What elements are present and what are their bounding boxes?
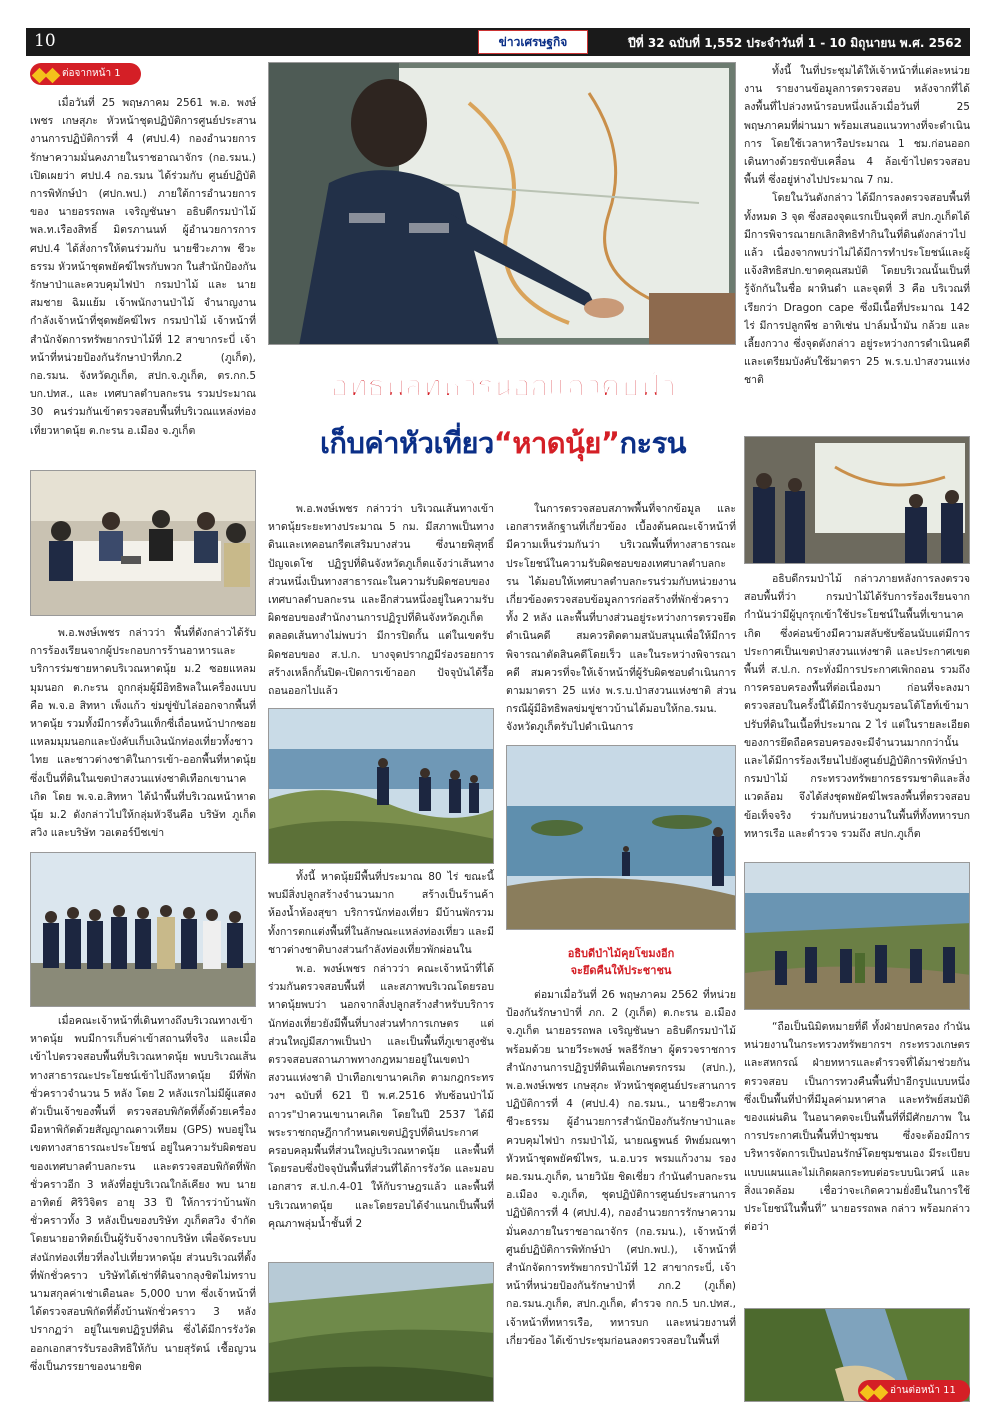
article-paragraph: ต่อมาเมื่อวันที่ 26 พฤษภาคม 2562 ที่หน่วยป้องกันรักษาป่าที่ ภก. 2 (ภูเก็ต) ต.กะรน อ.เมือง จ.ภูเก็ต นายอรรถพล เจริญชันษา อธิบดีกรมป่าไม้ พร้อมด้วย นายวีระพงษ์ พลธีรักษา ผู้ตรวจราชการสำนักงานการปฏิรูปที่ดินเพื่อเกษตรกรรม (สปก.), พ.อ.พงษ์เพชร เกษสุภะ หัวหน้าชุดศูนย์ประสานการปฏิบัติการที่ 4 (ศปป.4) กอ.รมน., นายชีวะภาพ ชีวะธรรม ผู้อำนวยการสำนักป้องกันรักษาป่าและควบคุมไฟป่า กรมป่าไม้, นายณฐพนธ์ ทิพย์มณฑา หัวหน้าชุดพยัคฆ์ไพร, น.อ.บวร พรมแก้วงาม รองผอ.รมน.ภูเก็ต, นายวินัย ชิดเชี่ยว กำนันตำบลกะรน อ.เมือง จ.ภูเก็ต, ชุดปฏิบัติการศูนย์ประสานการปฏิบัติการที่ 4 (ศปป.4), กองอำนวยการรักษาความมั่นคงภายในราชอาณาจักร (กอ.รมน.), เจ้าหน้าที่ศูนย์ปฏิบัติการพิทักษ์ป่า (ศปก.พป.), เจ้าหน้าที่สำนักจัดการทรัพยากรป่าไม้ที่ 12 สาขากระบี่, เจ้าหน้าที่หน่วยป้องกันรักษาป่าที่ ภก.2 (ภูเก็ต) กอ.รมน.ภูเก็ต, สปก.ภูเก็ต, ตำรวจ กก.5 บก.ปทส., เจ้าหน้าที่ทหารเรือ, ทหารบก และหน่วยงานที่เกี่ยวข้อง ได้เข้าประชุมก่อนลงตรวจสอบในพื้นที่ bbox=[506, 989, 736, 1347]
article-paragraph: ทั้งนี้ หาดนุ้ยมีพื้นที่ประมาณ 80 ไร่ ขณะนี้พบมีสิ่งปลูกสร้างจำนวนมาก สร้างเป็นร้านค้า ห้องน้ำห้องสุขา บริการนักท่องเที่ยว มีบ้านพักรวมทั้งการตกแต่งพื้นที่ในลักษณะแหล่งท่องเที่ยว และมีชาวต่างชาติบางส่วนกำลังท่องเที่ยวพักผ่อนใน bbox=[268, 871, 494, 956]
col1-text-top bbox=[30, 94, 256, 460]
page-header bbox=[26, 28, 970, 56]
coastline-view-photo bbox=[506, 745, 736, 930]
col2-text-top bbox=[268, 500, 494, 704]
page-number: 10 bbox=[34, 31, 56, 51]
col3-text-top bbox=[506, 500, 736, 740]
headline-part-c: กะรน bbox=[619, 426, 686, 460]
article-paragraph: เมื่อคณะเจ้าหน้าที่เดินทางถึงบริเวณทางเข้าหาดนุ้ย พบมีการเก็บค่าเข้าสถานที่จริง และเมื่อเข้าไปตรวจสอบพื้นที่บริเวณหาดนุ้ย พบบริเวณเส้นทางสาธารณะประโยชน์เข้าไปถึงหาดนุ้ย มีที่พักชั่วคราวจำนวน 5 หลัง โดย 2 หลังแรกไม่มีผู้แสดงตัวเป็นเจ้าของพื้นที่ ตรวจสอบพิกัดที่ตั้งด้วยเครื่องมือหาพิกัดด้วยสัญญาณดาวเทียม (GPS) พบอยู่ในเขตทางสาธารณะประโยชน์ อยู่ในความรับผิดชอบของเทศบาลตำบลกะรน และตรวจสอบพิกัดที่พักชั่วคราวอีก 3 หลังที่อยู่บริเวณใกล้เคียง พบ นายอาทิตย์ ศิริวิจิตร อายุ 33 ปี ให้การว่าบ้านพักชั่วคราวทั้ง 3 หลังเป็นของบริษัท ภูเก็ตสวิง จำกัด โดยนายอาทิตย์เป็นผู้รับจ้างจากบริษัท เพื่อจัดระบบส่งนักท่องเที่ยวที่ลงไปเที่ยวหาดนุ้ย ส่วนบริเวณที่ตั้งที่พักชั่วคราว บริษัทได้เช่าที่ดินจากลุงชิตไม่ทราบนามสกุลค่าเช่าเดือนละ 5,000 บาท ซึ่งเจ้าหน้าที่ได้ตรวจสอบพิกัดที่ตั้งบ้านพักชั่วคราว 3 หลังปรากฏว่า อยู่ในเขตปฏิรูปที่ดิน ซึ่งได้มีการรังวัดออกเอกสารรับรองสิทธิให้กับ นายสุรัตน์ เชื้อญวน ซึ่งเป็นภรรยาของนายชิต bbox=[30, 1015, 256, 1373]
subheading-line2: จะยึดคืนให้ประชาชน bbox=[570, 964, 672, 977]
continued-from-label: ต่อจากหน้า 1 bbox=[62, 68, 121, 79]
newspaper-logo: ข่าวเศรษฐกิจ bbox=[478, 30, 588, 54]
article-paragraph: ในการตรวจสอบสภาพพื้นที่จากข้อมูล และเอกสารหลักฐานที่เกี่ยวข้อง เบื้องต้นคณะเจ้าหน้าที่มีความเห็นร่วมกันว่า บริเวณพื้นที่ทางสาธารณะประโยชน์ในความรับผิดชอบของเทศบาลตำบลกะรน ได้มอบให้เทศบาลตำบลกะรนร่วมกับหน่วยงานเกี่ยวข้องตรวจสอบข้อมูลการก่อสร้างที่พักชั่วคราวทั้ง 2 หลัง และพื้นที่บางส่วนอยู่ระหว่างการตรวจยึดดำเนินคดี สมควรติดตามสนับสนุนเพื่อให้มีการพิจารณาตัดสินคดีโดยเร็ว และในระหว่างพิจารณาคดี สมควรที่จะให้เจ้าหน้าที่ผู้รับผิดชอบดำเนินการตามมาตรา 25 แห่ง พ.ร.บ.ป่าสงวนแห่งชาติ ส่วนกรณีผู้มีอิทธิพลข่มขู่ชาวบ้านได้มอบให้กอ.รมน. จังหวัดภูเก็ตรับไปดำเนินการ bbox=[506, 503, 736, 734]
meeting-photo bbox=[30, 470, 256, 616]
col2-text-bottom bbox=[268, 960, 494, 1260]
article-paragraph: โดยในวันดังกล่าว ได้มีการลงตรวจสอบพื้นที่ทั้งหมด 3 จุด ซึ่งสองจุดแรกเป็นจุดที่ สปก.ภูเก็ตได้มีการพิจารณายกเลิกสิทธิทำกินในที่ดินดังกล่าวไปแล้ว เนื่องจากพบว่าไม่ได้มีการทำประโยชน์และผู้แจ้งสิทธิสปก.ขาดคุณสมบัติ โดยบริเวณนั้นเป็นที่รู้จักกันในชื่อ ผาหินดำ และจุดที่ 3 คือ บริเวณที่เรียกว่า Dragon cape ซึ่งมีเนื้อที่ประมาณ 142 ไร่ มีการปลูกพืช อาทิเช่น ปาล์มน้ำมัน กล้วย และเลี้ยงกวาง ซึ่งจุดดังกล่าว อยู่ระหว่างการดำเนินคดี และเตรียมบังคับใช้มาตรา 25 พ.ร.บ.ป่าสงวนแห่งชาติ bbox=[744, 192, 970, 387]
diamond-icon bbox=[862, 1383, 888, 1407]
article-paragraph: พ.อ.พงษ์เพชร กล่าวว่า บริเวณเส้นทางเข้าหาดนุ้ยระยะทางประมาณ 5 กม. มีสภาพเป็นทางดินและเทคอนกรีตเสริมบางส่วน ซึ่งนายพิสุทธิ์ ปัญจเดโช ปฏิรูปที่ดินจังหวัดภูเก็ตแจ้งว่าเส้นทางส่วนหนึ่งเป็นทางสาธารณะในความรับผิดชอบของเทศบาลตำบลกะรน และอีกส่วนหนึ่งอยู่ในความรับผิดชอบของสำนักงานการปฏิรูปที่ดินจังหวัดภูเก็ต ตลอดเส้นทางไม่พบว่า มีการปิดกั้น แต่ในเขตรับผิดชอบของ ส.ป.ก. บางจุดปรากฏมีร่องรอยการสร้างเหล็กกั้นปิด-เปิดการเข้าออก ปัจจุบันได้รื้อถอนออกไปแล้ว bbox=[268, 503, 494, 698]
group-photo-hilltop bbox=[30, 852, 256, 1007]
article-paragraph: เมื่อวันที่ 25 พฤษภาคม 2561 พ.อ. พงษ์เพชร เกษสุภะ หัวหน้าชุดปฏิบัติการศูนย์ประสานงานการปฏิบัติการที่ 4 (ศปป.4) กองอำนวยการรักษาความมั่นคงภายในราชอาณาจักร (กอ.รมน.) เปิดเผยว่า ศปป.4 กอ.รมน ได้ร่วมกับ ศูนย์ปฏิบัติการพิทักษ์ป่า (ศปก.พป.) ภายใต้การอำนวยการของ นายอรรถพล เจริญชันษา อธิบดีกรมป่าไม้ พล.ท.เรืองสิทธิ์ มิตรภานนท์ ผู้อำนวยการการ ศปป.4 ได้สั่งการให้ตนร่วมกับ นายชีวะภาพ ชีวะธรรม หัวหน้าชุดพยัคฆ์ไพรกับพวก ในสำนักป้องกันรักษาป่าและควบคุมไฟป่า กรมป่าไม้ และ นายสมชาย ฉิมแย้ม เจ้าพนักงานป่าไม้ จำนาญงานกำลังเจ้าหน้าที่ชุดพยัคฆ์ไพร กรมป่าไม้ เจ้าหน้าที่สำนักจัดการทรัพยากรป่าไม้ที่ 12 สาขากระบี่ เจ้าหน้าที่หน่วยป้องกันรักษาป่าที่ภก.2 (ภูเก็ต), กอ.รมน. จังหวัดภูเก็ต, สปก.จ.ภูเก็ต, ตร.กก.5 บก.ปทส., และ เทศบาลตำบลกะรน รวมประมาณ 30 คนร่วมกันเข้าตรวจสอบพื้นที่บริเวณแหล่งท่องเที่ยวหาดนุ้ย ต.กะรน อ.เมือง จ.ภูเก็ต bbox=[30, 97, 256, 437]
col1-text-middle bbox=[30, 624, 256, 850]
main-photo-officer-map bbox=[268, 62, 736, 345]
col1-text-bottom bbox=[30, 1012, 256, 1402]
continued-to-tag bbox=[858, 1380, 970, 1402]
col4-text-top bbox=[744, 62, 970, 432]
article-paragraph: ทั้งนี้ ในที่ประชุมได้ให้เจ้าหน้าที่แต่ละหน่วยงาน รายงานข้อมูลการตรวจสอบ หลังจากที่ได้ลงพื้นที่ไปล่วงหน้ารอบหนึ่งแล้วเมื่อวันที่ 25 พฤษภาคมที่ผ่านมา พร้อมเสนอแนวทางที่จะดำเนินการ โดยใช้เวลาหารือประมาณ 1 ชม.ก่อนออกเดินทางด้วยรถขับเคลื่อน 4 ล้อเข้าไปตรวจสอบพื้นที่ ซึ่งอยู่ห่างไปประมาณ 7 กม. bbox=[744, 65, 970, 187]
continued-to-label: อ่านต่อหน้า 11 bbox=[890, 1385, 956, 1396]
subheading bbox=[506, 945, 736, 979]
officials-briefing-photo bbox=[744, 436, 970, 564]
officers-on-ridge-photo bbox=[268, 708, 494, 864]
article-paragraph: พ.อ. พงษ์เพชร กล่าวว่า คณะเจ้าหน้าที่ได้ร่วมกันตรวจสอบพื้นที่ และสภาพบริเวณโดยรอบหาดนุ้ยพบว่า นอกจากสิ่งปลูกสร้างสำหรับบริการนักท่องเที่ยวยังมีพื้นที่บางส่วนทำการเกษตร แต่ส่วนใหญ่มีสภาพเป็นป่า และเป็นพื้นที่ภูเขาสูงชัน ตรวจสอบสถานภาพทางกฎหมายอยู่ในเขตป่าสงวนแห่งชาติ ป่าเทือกเขานาคเกิด ตามกฎกระทรวงฯ ฉบับที่ 621 ปี พ.ศ.2516 ทับซ้อนป่าไม้ถาวร"ป่าควนเขานาคเกิด โดยในปี 2537 ได้มีพระราชกฤษฎีกากำหนดเขตปฏิรูปที่ดินประกาศครอบคลุมพื้นที่ส่วนใหญ่บริเวณหาดนุ้ย และพื้นที่โดยรอบซึ่งปัจจุบันพื้นที่ส่วนที่ได้การรังวัด และมอบเอกสาร ส.ป.ก.4-01 ให้กับราษฎรแล้ว และพื้นที่บริเวณหาดนุ้ย และโดยรอบได้จำแนกเป็นพื้นที่คุณภาพลุ่มน้ำชั้นที่ 2 bbox=[268, 963, 494, 1230]
col4-text-bottom bbox=[744, 1018, 970, 1280]
article-paragraph: พ.อ.พงษ์เพชร กล่าวว่า พื้นที่ดังกล่าวได้รับการร้องเรียนจากผู้ประกอบการร้านอาหารและบริการร่มชายหาดบริเวณหาดนุ้ย ม.2 ซอยแหลมมุมนอก ต.กะรน ถูกกลุ่มผู้มีอิทธิพลในเครื่องแบบคือ พ.จ.อ สิทหา เพ็งแก้ว ข่มขู่ขับไล่ออกจากพื้นที่หาดนุ้ย รวมทั้งมีการตั้งวินแท็กซี่เถื่อนหน้าปากซอยแหลมมุมนอกและบังคับเก็บเงินนักท่องเที่ยวทั้งชาวไทย และชาวต่างชาติในการเข้า-ออกพื้นที่หาดนุ้ย ซึ่งเป็นที่ดินในเขตป่าสงวนแห่งชาติเทือกเขานาคเกิด โดย พ.จ.อ.สิทหา ได้นำพื้นที่บริเวณหน้าหาดนุ้ย ม.2 ดังกล่าวไปให้กลุ่มหัวจีนคือ บริษัท ภูเก็ตสวิง และบริษัท วอเตอร์บีชเข่า bbox=[30, 627, 256, 840]
col4-text-middle bbox=[744, 570, 970, 862]
col2-text-middle bbox=[268, 868, 494, 958]
col3-text-bottom bbox=[506, 986, 736, 1402]
headline-line2 bbox=[270, 420, 736, 466]
headline-line1: อิทธิพลทหารนอกแถวคับฟ้า bbox=[330, 369, 676, 404]
subheading-line1: อธิบดีป่าไม้คุยโขมงอีก bbox=[567, 947, 675, 960]
headline-part-a: เก็บค่าหัวเที่ยว bbox=[320, 426, 494, 460]
article-paragraph: อธิบดีกรมป่าไม้ กล่าวภายหลังการลงตรวจสอบพื้นที่ว่า กรมป่าไม้ได้รับการร้องเรียนจากกำนันว่ามีผู้บุกรุกเข้าใช้ประโยชน์ในพื้นที่เขานาคเกิด ซึ่งค่อนข้างมีความสลับซับซ้อนนับแต่มีการประกาศเป็นเขตป่าสงวนแห่งชาติ และประกาศเขตพื้นที่ ส.ป.ก. กระทั่งมีการประกาศเพิกถอน รวมถึงการครอบครองพื้นที่ต่อเนื่องมา ก่อนที่จะลงมาตรวจสอบในครั้งนี้ได้มีการจับภูมรอนโต้โฮท์เข้ามาปรับที่ดินในเนื้อที่ประมาณ 2 ไร่ แต่ในรายละเอียดของการยึดถือครอบครองจะมีจำนวนมากกว่านั้น และได้มีการร้องเรียนไปยังศูนย์ปฏิบัติการพิทักษ์ป่า กรมป่าไม้ กระทรวงทรัพยากรธรรมชาติและสิ่งแวดล้อม จึงได้ส่งชุดพยัคฆ์ไพรลงพื้นที่ตรวจสอบข้อเท็จจริง ร่วมกับหน่วยงานในพื้นที่ทั้งทหารบก ทหารเรือ และตำรวจ รวมถึง สปก.ภูเก็ต bbox=[744, 573, 970, 840]
article-paragraph: “ถือเป็นนิมิตหมายที่ดี ทั้งฝ่ายปกครอง กำนันหน่วยงานในกระทรวงทรัพยากรฯ กระทรวงเกษตรและสหกรณ์ ฝ่ายทหารและตำรวจที่ได้มาช่วยกันตรวจสอบ เป็นการทวงคืนพื้นที่ป่าอีกรูปแบบหนึ่ง ซึ่งเป็นพื้นที่ป่าที่มีมูลค่ามหาศาล และทรัพย์สมบัติของแผ่นดิน ในอนาคตจะเป็นพื้นที่ที่มีศักยภาพ ในการประกาศเป็นพื้นที่ป่าชุมชน ซึ่งจะต้องมีการบริหารจัดการเป็นป่อนรักษ์โดยชุมชนเอง มีระเบียบแบบแผนและไม่เกิดผลกระทบต่อระบบนิเวศน์ และสิ่งแวดล้อม เชื่อว่าจะเกิดความยั่งยืนในการใช้ประโยชน์ในพื้นที่” นายอรรถพล กล่าว พร้อมกล่าวต่อว่า bbox=[744, 1021, 970, 1234]
group-overlook-photo bbox=[744, 862, 970, 1010]
hillside-forest-photo bbox=[268, 1262, 494, 1402]
continued-from-tag bbox=[30, 63, 141, 85]
diamond-icon bbox=[34, 66, 60, 90]
issue-date: ปีที่ 32 ฉบับที่ 1,552 ประจำวันที่ 1 - 10 มิถุนายน พ.ศ. 2562 bbox=[628, 36, 962, 50]
headline-part-beach: “หาดนุ้ย” bbox=[493, 426, 620, 460]
